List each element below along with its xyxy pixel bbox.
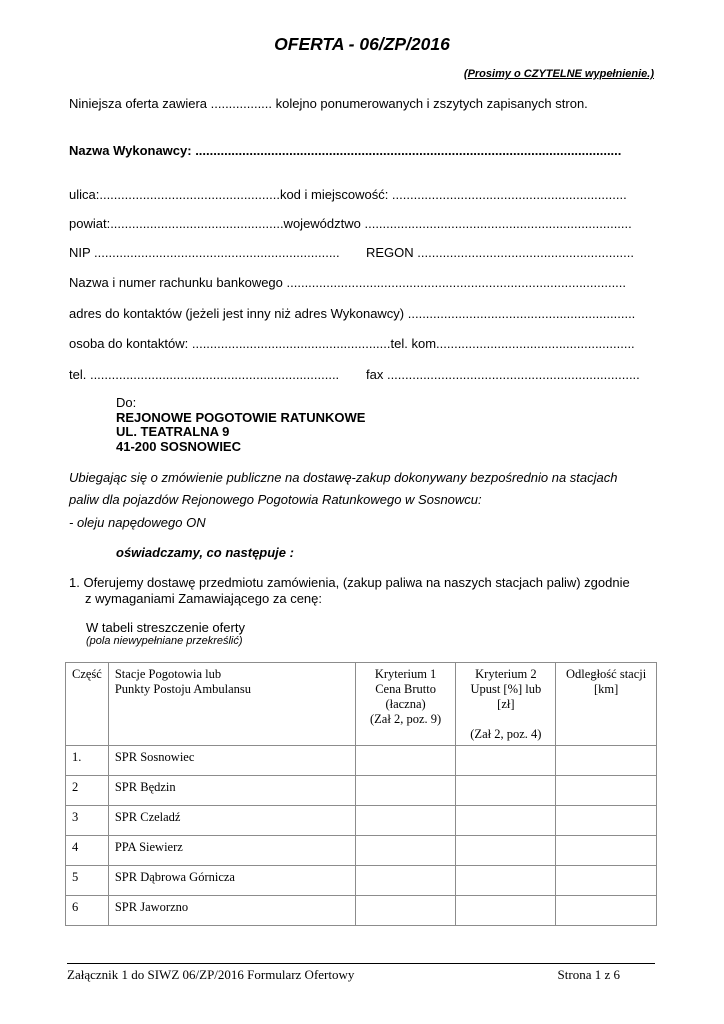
row-number: 2 [66, 776, 109, 806]
fax-field: fax ...................................................................... [366, 367, 640, 382]
table-row [66, 746, 657, 776]
nip-field: NIP .................................................................... [69, 245, 340, 260]
point-1-line-1: 1. Oferujemy dostawę przedmiotu zamówienia, (zakup paliwa na naszych stacjach paliw) zgodnie [69, 575, 630, 590]
document-title: OFERTA - 06/ZP/2016 [274, 34, 450, 54]
discount-cell[interactable] [456, 836, 556, 866]
price-cell[interactable] [355, 836, 456, 866]
table-row [66, 776, 657, 806]
discount-cell[interactable] [456, 896, 556, 926]
table-row [66, 806, 657, 836]
footer-page-number: Strona 1 z 6 [557, 967, 620, 982]
header-distance: Odległość stacji [km] [556, 663, 657, 746]
declaration-heading: oświadczamy, co następuje : [116, 545, 294, 560]
station-name: SPR Dąbrowa Górnicza [108, 866, 355, 896]
distance-cell[interactable] [556, 836, 657, 866]
station-name: SPR Czeladź [108, 806, 355, 836]
phone-field: tel. ..................................................................... [69, 367, 340, 382]
street-postal-field: ulica:..................................................kod i miejscowość: ................................................................. [69, 187, 627, 202]
recipient-address [116, 396, 365, 454]
offer-summary-table [65, 662, 657, 926]
recipient-street: UL. TEATRALNA 9 [116, 424, 230, 439]
distance-cell[interactable] [556, 896, 657, 926]
contact-person-field: osoba do kontaktów: .......................................................tel. kom....................................................... [69, 336, 635, 351]
table-row [66, 866, 657, 896]
station-name: SPR Będzin [108, 776, 355, 806]
bank-account-field: Nazwa i numer rachunku bankowego .............................................................................................. [69, 275, 627, 290]
station-name: PPA Siewierz [108, 836, 355, 866]
distance-cell[interactable] [556, 806, 657, 836]
recipient-city: 41-200 SOSNOWIEC [116, 438, 241, 454]
row-number: 1. [66, 746, 109, 776]
recipient-to-label: Do: [116, 395, 137, 410]
row-number: 3 [66, 806, 109, 836]
point-1-line-2: z wymaganiami Zamawiającego za cenę: [85, 591, 322, 606]
regon-field: REGON ............................................................ [366, 245, 634, 260]
discount-cell[interactable] [456, 746, 556, 776]
row-number: 4 [66, 836, 109, 866]
discount-cell[interactable] [456, 776, 556, 806]
contractor-name-field: Nazwa Wykonawcy: ...................................................................................................................... [69, 143, 622, 158]
price-cell[interactable] [355, 896, 456, 926]
price-cell[interactable] [355, 866, 456, 896]
tender-text-line-2: paliw dla pojazdów Rejonowego Pogotowia Ratunkowego w Sosnowcu: [69, 492, 482, 507]
intro-text: Niniejsza oferta zawiera ................. kolejno ponumerowanych i zszytych zapisanych stron. [69, 96, 588, 111]
tender-text-line-1: Ubiegając się o zmówienie publiczne na dostawę-zakup dokonywany bezpośrednio na stacjach [69, 470, 618, 485]
header-criterion-1: Kryterium 1 Cena Brutto (łaczna) (Zał 2, poz. 9) [355, 663, 456, 746]
discount-cell[interactable] [456, 866, 556, 896]
station-name: SPR Sosnowiec [108, 746, 355, 776]
contact-address-field: adres do kontaktów (jeżeli jest inny niż adres Wykonawcy) ............................................................... [69, 306, 636, 321]
distance-cell[interactable] [556, 866, 657, 896]
summary-note: (pola niewypełniane przekreślić) [86, 635, 243, 647]
discount-cell[interactable] [456, 806, 556, 836]
distance-cell[interactable] [556, 776, 657, 806]
header-station: Stacje Pogotowia lub Punkty Postoju Ambulansu [108, 663, 355, 746]
distance-cell[interactable] [556, 746, 657, 776]
price-cell[interactable] [355, 776, 456, 806]
summary-title: W tabeli streszczenie oferty [86, 620, 245, 635]
footer-attachment-label: Załącznik 1 do SIWZ 06/ZP/2016 Formularz Ofertowy [67, 967, 355, 982]
header-criterion-2: Kryterium 2 Upust [%] lub [zł] (Zał 2, poz. 4) [456, 663, 556, 746]
header-part: Część [66, 663, 109, 746]
row-number: 6 [66, 896, 109, 926]
footer-divider [67, 963, 655, 964]
county-voivodeship-field: powiat:................................................województwo .......................................................................... [69, 216, 632, 231]
fill-instruction: (Prosimy o CZYTELNE wypełnienie.) [463, 68, 654, 80]
table-row [66, 896, 657, 926]
table-row [66, 836, 657, 866]
recipient-name: REJONOWE POGOTOWIE RATUNKOWE [116, 409, 366, 425]
price-cell[interactable] [355, 746, 456, 776]
row-number: 5 [66, 866, 109, 896]
price-cell[interactable] [355, 806, 456, 836]
table-header-row [66, 663, 657, 746]
station-name: SPR Jaworzno [108, 896, 355, 926]
tender-text-line-3: - oleju napędowego ON [69, 515, 206, 530]
